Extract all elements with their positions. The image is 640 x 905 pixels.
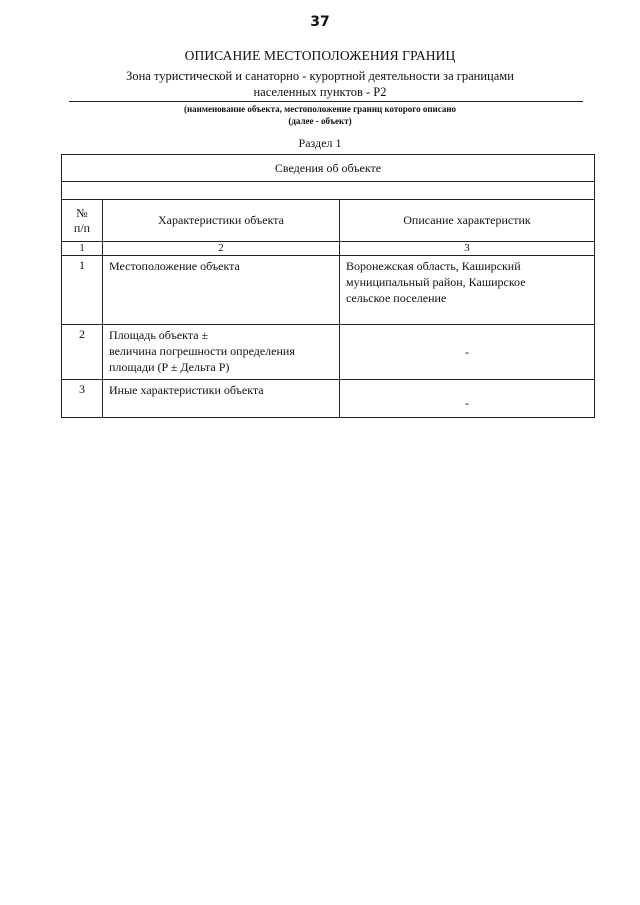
row-characteristic-line: площади (P ± Дельта P) (109, 360, 230, 374)
row-number: 1 (62, 256, 103, 325)
row-description (340, 256, 595, 325)
row-description: - (340, 325, 595, 380)
subtitle-line-2: населенных пунктов - Р2 (253, 85, 387, 99)
row-number: 3 (62, 380, 103, 418)
table-row (62, 256, 595, 325)
column-header-num-line-1: № (76, 205, 88, 220)
caption-line-2: (далее - объект) (288, 116, 352, 126)
section-label: Раздел 1 (298, 136, 342, 150)
column-index-row (62, 242, 595, 256)
row-characteristic-line: Местоположение объекта (109, 259, 240, 273)
row-characteristic-line: Площадь объекта ± (109, 328, 209, 342)
row-characteristic-line: величина погрешности определения (109, 344, 295, 358)
column-header-characteristic: Характеристики объекта (103, 200, 340, 242)
column-header-description: Описание характеристик (340, 200, 595, 242)
subtitle-line-1: Зона туристической и санаторно - курортной деятельности за границами (126, 69, 514, 83)
table-blank-row (62, 182, 595, 200)
row-description-line: сельское поселение (346, 291, 447, 305)
table-row (62, 325, 595, 380)
row-number: 2 (62, 325, 103, 380)
row-characteristic (103, 380, 340, 418)
object-caption (0, 103, 640, 127)
row-description: - (340, 380, 595, 418)
row-characteristic (103, 325, 340, 380)
object-info-table (61, 154, 595, 418)
page-number: 37 (310, 14, 330, 30)
caption-line-1: (наименование объекта, местоположение границ которого описано (183, 104, 457, 114)
table-header: Сведения об объекте (62, 155, 595, 182)
row-characteristic (103, 256, 340, 325)
column-header-row (62, 200, 595, 242)
row-characteristic-line: Иные характеристики объекта (109, 383, 264, 397)
title-underline (69, 101, 583, 102)
column-index-2: 2 (103, 242, 340, 256)
column-index-1: 1 (62, 242, 103, 256)
document-title: ОПИСАНИЕ МЕСТОПОЛОЖЕНИЯ ГРАНИЦ (184, 48, 456, 63)
column-header-num (62, 200, 103, 242)
document-subtitle (100, 68, 540, 100)
row-description-line: муниципальный район, Каширское (346, 275, 526, 289)
table-row (62, 380, 595, 418)
column-header-num-line-2: п/п (73, 220, 91, 235)
row-description-line: Воронежская область, Каширский (346, 259, 521, 273)
column-index-3: 3 (340, 242, 595, 256)
